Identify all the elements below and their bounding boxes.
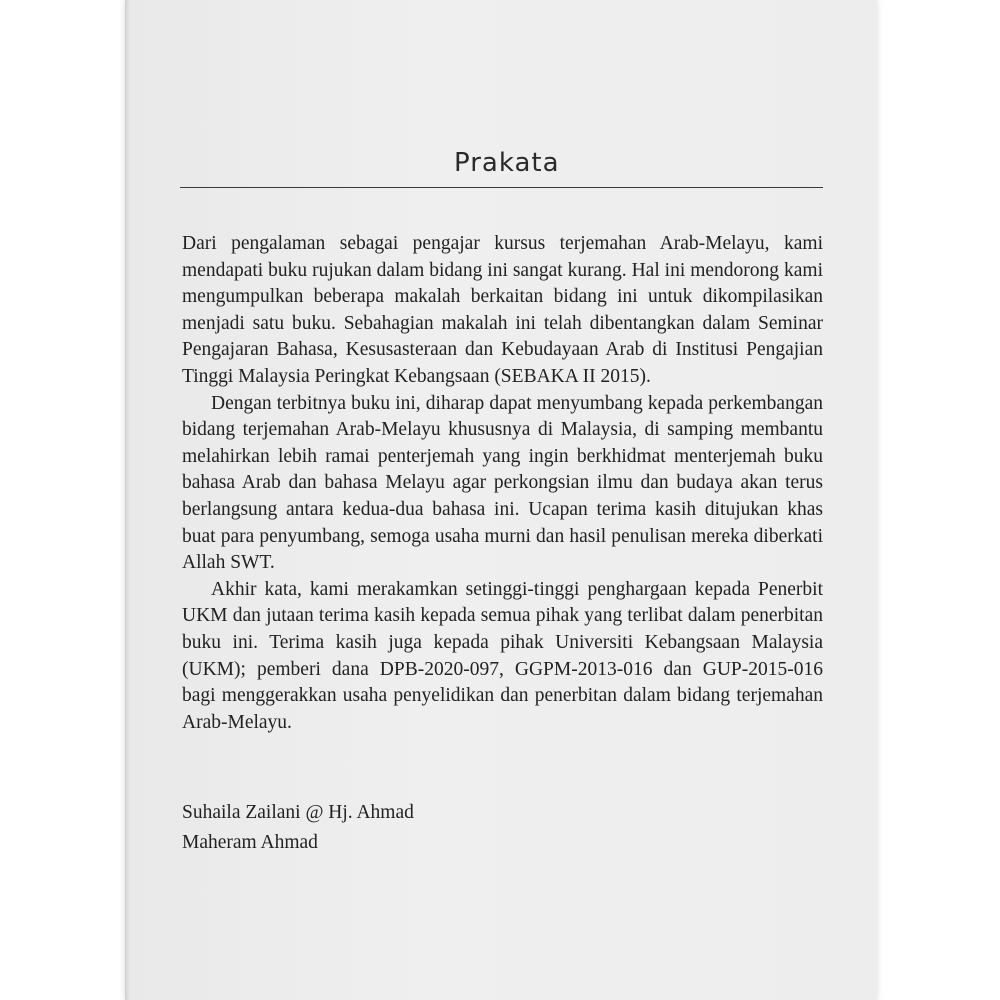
signatory-2: Maheram Ahmad [182,832,318,853]
page-title: Prakata [454,148,560,178]
page-gutter-shadow [125,0,129,1000]
paragraph-2: Dengan terbitnya buku ini, diharap dapat menyumbang kepada perkembangan bidang terjemahan Arab-Melayu khususnya di Malaysia, di samping membantu melahirkan lebih ramai penterjemah yang ingin berkhidmat menterjemah buku bahasa Arab dan bahasa Melayu agar perkongsian ilmu dan budaya akan terus berlangsung antara kedua-dua bahasa ini. Ucapan terima kasih ditujukan khas buat para penyumbang, semoga usaha murni dan hasil penulisan mereka diberkati Allah SWT. [182,392,823,574]
signatory-1: Suhaila Zailani @ Hj. Ahmad [182,802,414,823]
signature-block [182,798,414,858]
paragraph-3: Akhir kata, kami merakamkan setinggi-tinggi penghargaan kepada Penerbit UKM dan jutaan terima kasih kepada semua pihak yang terlibat dalam penerbitan buku ini. Terima kasih juga kepada pihak Universiti Kebangsaan Malaysia (UKM); pemberi dana DPB-2020-097, GGPM-2013-016 dan GUP-2015-016 bagi menggerakkan usaha penyelidikan dan penerbitan dalam bidang terjemahan Arab-Melayu. [182,578,823,733]
title-underline [180,187,823,188]
paragraph-1: Dari pengalaman sebagai pengajar kursus terjemahan Arab-Melayu, kami mendapati buku rujukan dalam bidang ini sangat kurang. Hal ini mendorong kami mengumpulkan beberapa makalah berkaitan bidang ini untuk dikompilasikan menjadi satu buku. Sebahagian makalah ini telah dibentangkan dalam Seminar Pengajaran Bahasa, Kesusasteraan dan Kebudayaan Arab di Institusi Pengajian Tinggi Malaysia Peringkat Kebangsaan (SEBAKA II 2015). [182,233,823,387]
book-page [125,0,877,1000]
preface-body [182,231,823,736]
